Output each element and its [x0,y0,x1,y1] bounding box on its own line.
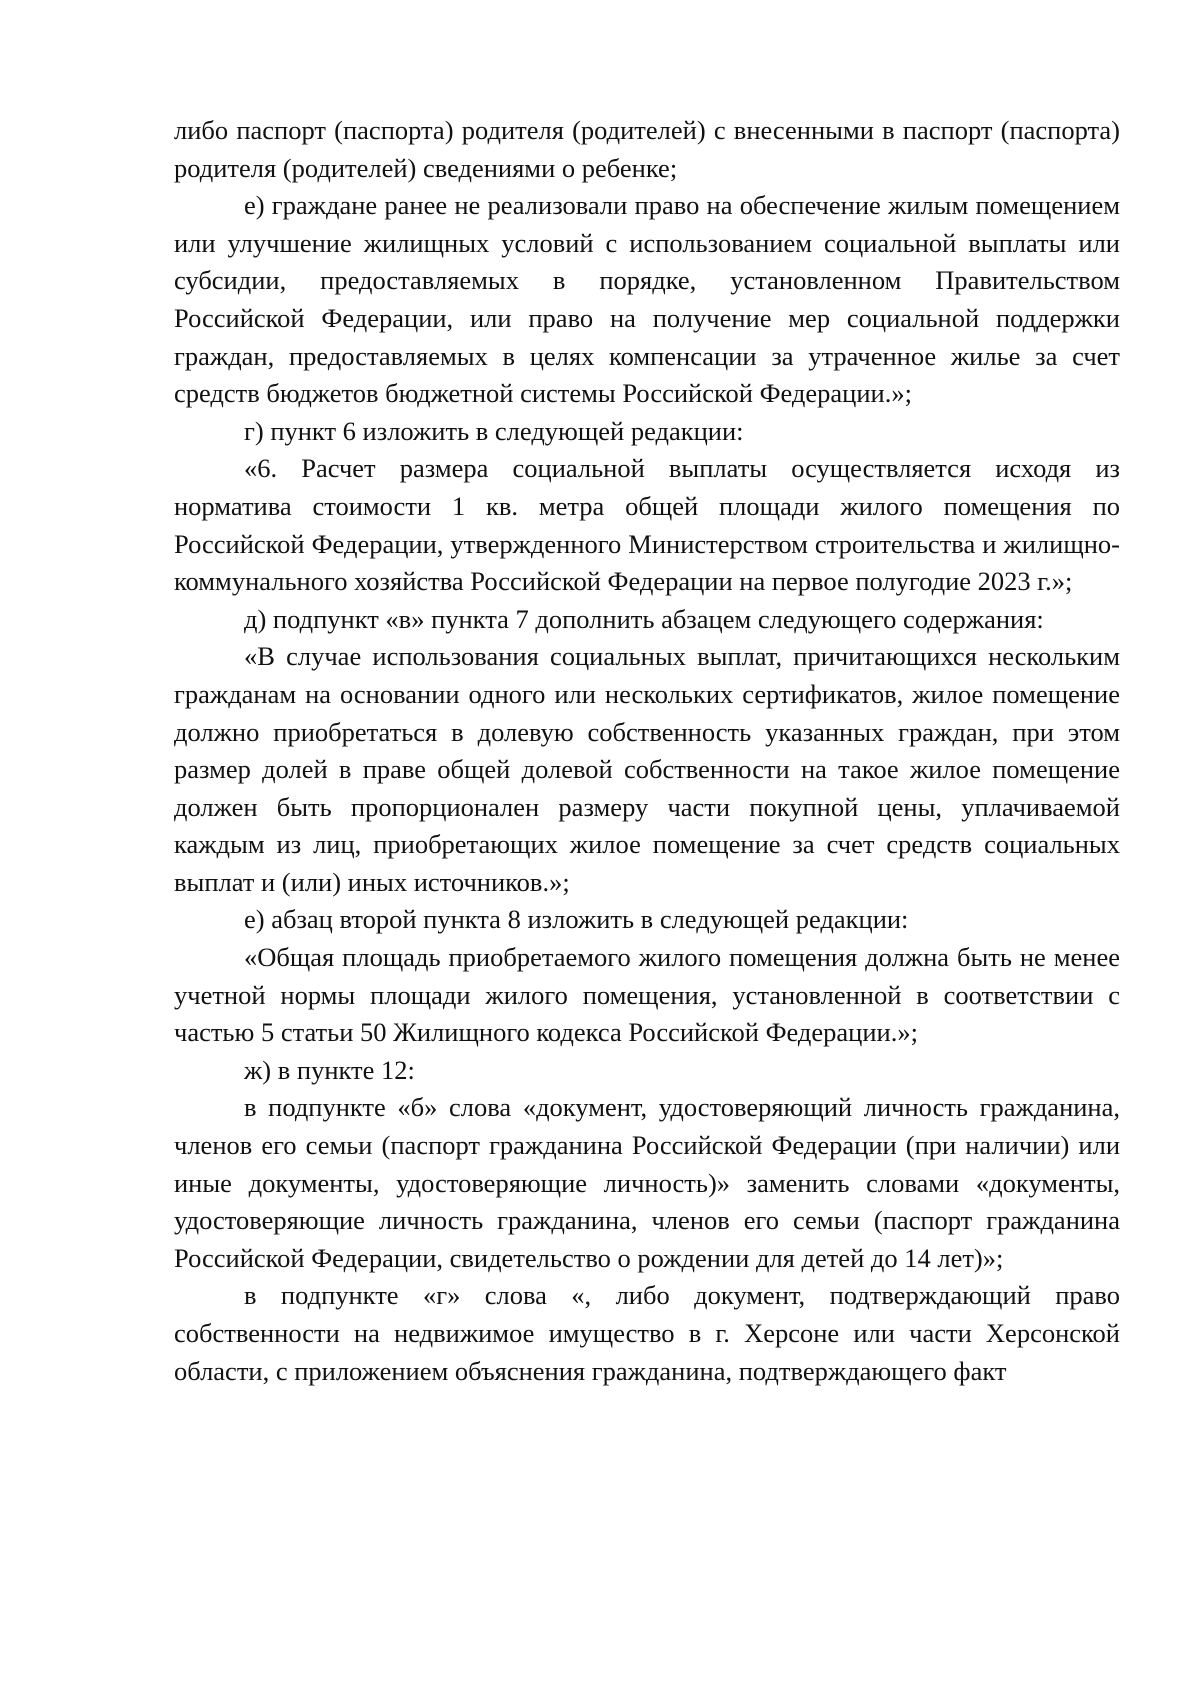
document-page [174,112,1120,1390]
paragraph-total-area: «Общая площадь приобретаемого жилого помещения должна быть не менее учетной нормы площади жилого помещения, установленной в соответствии с частью 5 статьи 50 Жилищного кодекса Российской Федерации.»; [174,942,1120,1048]
paragraph-item-e-prior-rights: е) граждане ранее не реализовали право на обеспечение жилым помещением или улучшение жилищных условий с использованием социальной выплаты или субсидии, предоставляемых в порядке, установленном Правительством Российской Федерации, или право на получение мер социальной поддержки граждан, предоставляемых в целях компенсации за утраченное жилье за счет средств бюджетов бюджетной системы Российской Федерации.»; [174,190,1120,409]
paragraph-item-e-point-8: е) абзац второй пункта 8 изложить в следующей редакции: [244,904,909,935]
paragraph-shared-ownership: «В случае использования социальных выплат, причитающихся нескольким гражданам на основании одного или нескольких сертификатов, жилое помещение должно приобретаться в долевую собственность указанных граждан, при этом размер долей в праве общей долевой собственности на такое жилое помещение должен быть пропорционален размеру части покупной цены, уплачиваемой каждым из лиц, приобретающих жилое помещение за счет средств социальных выплат и (или) иных источников.»; [174,641,1120,897]
paragraph-item-zh-point-12: ж) в пункте 12: [244,1054,415,1085]
paragraph-subitem-g: в подпункте «г» слова «, либо документ, подтверждающий право собственности на недвижимое имущество в г. Херсоне или части Херсонской области, с приложением объяснения гражданина, подтверждающего факт [174,1280,1120,1386]
paragraph-item-g-point-6: г) пункт 6 изложить в следующей редакции: [244,415,744,446]
paragraph-item-d-point-7: д) подпункт «в» пункта 7 дополнить абзацем следующего содержания: [244,603,1044,634]
paragraph-subitem-b: в подпункте «б» слова «документ, удостоверяющий личность гражданина, членов его семьи (паспорт гражданина Российской Федерации (при наличии) или иные документы, удостоверяющие личность)» заменить словами «документы, удостоверяющие личность гражданина, членов его семьи (паспорт гражданина Российской Федерации, свидетельство о рождении для детей до 14 лет)»; [174,1092,1120,1273]
paragraph-passport-continuation: либо паспорт (паспорта) родителя (родителей) с внесенными в паспорт (паспорта) родителя (родителей) сведениями о ребенке; [174,115,1120,183]
paragraph-point-6-text: «6. Расчет размера социальной выплаты осуществляется исходя из норматива стоимости 1 кв. метра общей площади жилого помещения по Российской Федерации, утвержденного Министерством строительства и жилищно-коммунального хозяйства Российской Федерации на первое полугодие 2023 г.»; [174,453,1120,597]
